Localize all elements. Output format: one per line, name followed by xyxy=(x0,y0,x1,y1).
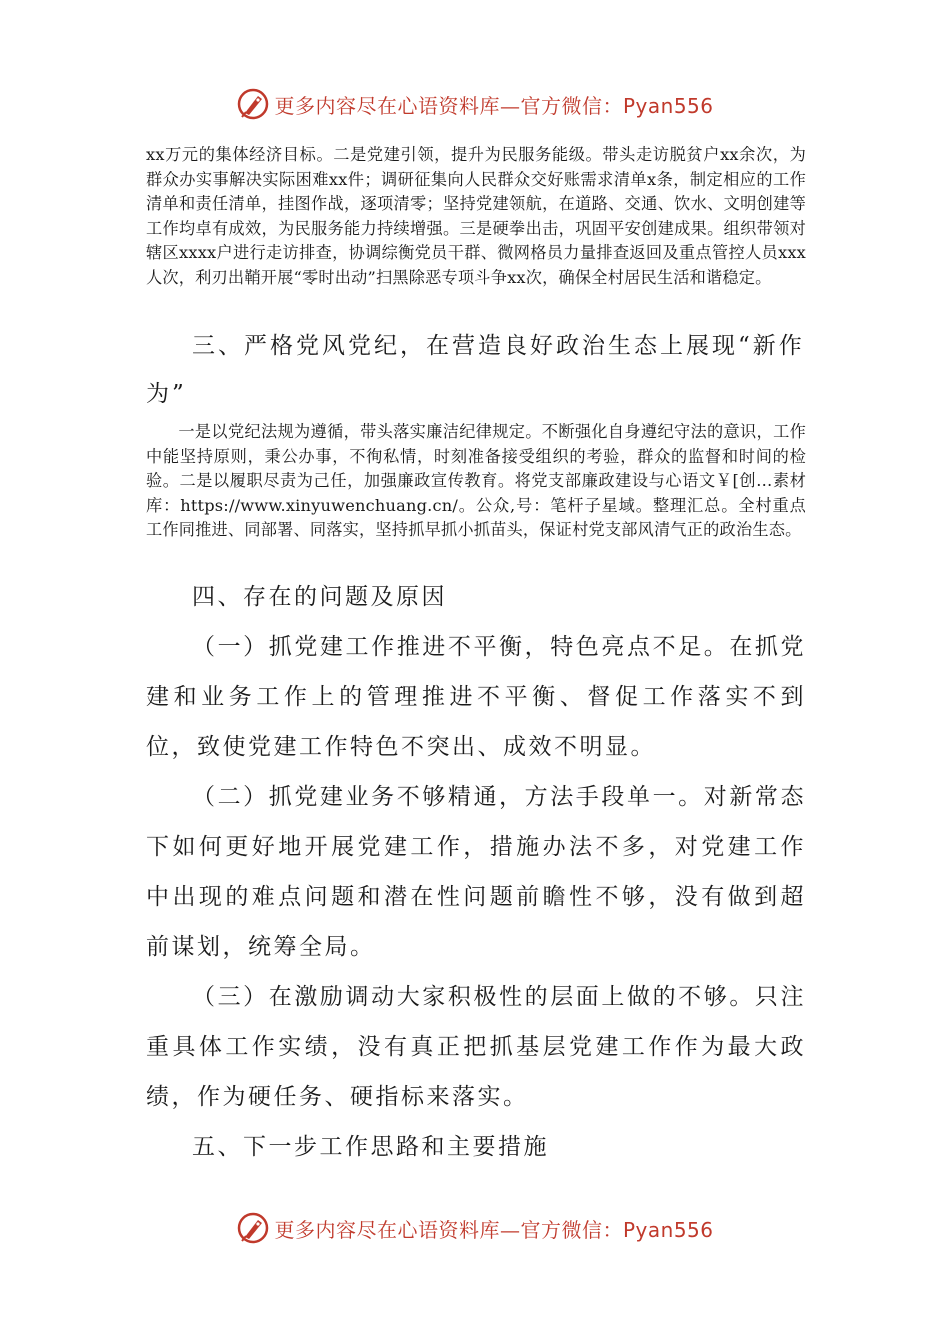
paragraph-top: xx万元的集体经济目标。二是党建引领，提升为民服务能级。带头走访脱贫户xx余次，为群众办实事解决实际困难xx件；调研征集向人民群众交好账需求清单x条，制定相应的工作清单和责任清单，挂图作战，逐项清零；坚持党建领航，在道路、交通、饮水、文明创建等工作均卓有成效，为民服务能力持续增强。三是硬拳出击，巩固平安创建成果。组织带领对辖区xxxx户进行走访排查，协调综衡党员干群、微网格员力量排查返回及重点管控人员xxx人次，利刃出鞘开展“零时出动”扫黑除恶专项斗争xx次，确保全村居民生活和谐稳定。 xyxy=(146,145,806,287)
banner-text: 更多内容尽在心语资料库—官方微信：Pyan556 xyxy=(274,93,714,118)
issue-1: （一）抓党建工作推进不平衡，特色亮点不足。在抓党建和业务工作上的管理推进不平衡、督促工作落实不到位，致使党建工作特色不突出、成效不明显。 xyxy=(146,634,806,760)
page-body xyxy=(146,143,806,291)
heading-section-3: 三、严格党风党纪，在营造良好政治生态上展现“新作为” xyxy=(146,333,805,407)
section-3 xyxy=(146,322,806,418)
banner-text: 更多内容尽在心语资料库—官方微信：Pyan556 xyxy=(274,1217,714,1242)
issue-2: （二）抓党建业务不够精通，方法手段单一。对新常态下如何更好地开展党建工作，措施办法不多，对党建工作中出现的难点问题和潜在性问题前瞻性不够，没有做到超前谋划，统筹全局。 xyxy=(146,784,806,960)
section-3-body xyxy=(146,420,806,543)
heading-section-4: 四、存在的问题及原因 xyxy=(192,584,447,610)
wechat-id: Pyan556 xyxy=(622,93,714,118)
paragraph-section-3: 一是以党纪法规为遵循，带头落实廉洁纪律规定。不断强化自身遵纪守法的意识，工作中能坚持原则，秉公办事，不徇私情，时刻准备接受组织的考验，群众的监督和时间的检验。二是以履职尽责为己任，加强廉政宣传教育。将党支部廉政建设与心语文￥[创…素材库：https://www.xinyuwenchuang.cn/。公众,号：笔杆子星域。整理汇总。全村重点工作同推进、同部署、同落实，坚持抓早抓小抓苗头，保证村党支部风清气正的政治生态。 xyxy=(146,422,806,540)
issue-3: （三）在激励调动大家积极性的层面上做的不够。只注重具体工作实绩，没有真正把抓基层党建工作作为最大政绩，作为硬任务、硬指标来落实。 xyxy=(146,984,806,1110)
footer-banner xyxy=(0,1208,950,1248)
heading-section-5: 五、下一步工作思路和主要措施 xyxy=(192,1134,549,1160)
fountain-pen-logo-icon xyxy=(236,1211,270,1245)
wechat-id: Pyan556 xyxy=(622,1217,714,1242)
header-banner xyxy=(0,84,950,124)
fountain-pen-logo-icon xyxy=(236,87,270,121)
section-4 xyxy=(146,572,806,1172)
